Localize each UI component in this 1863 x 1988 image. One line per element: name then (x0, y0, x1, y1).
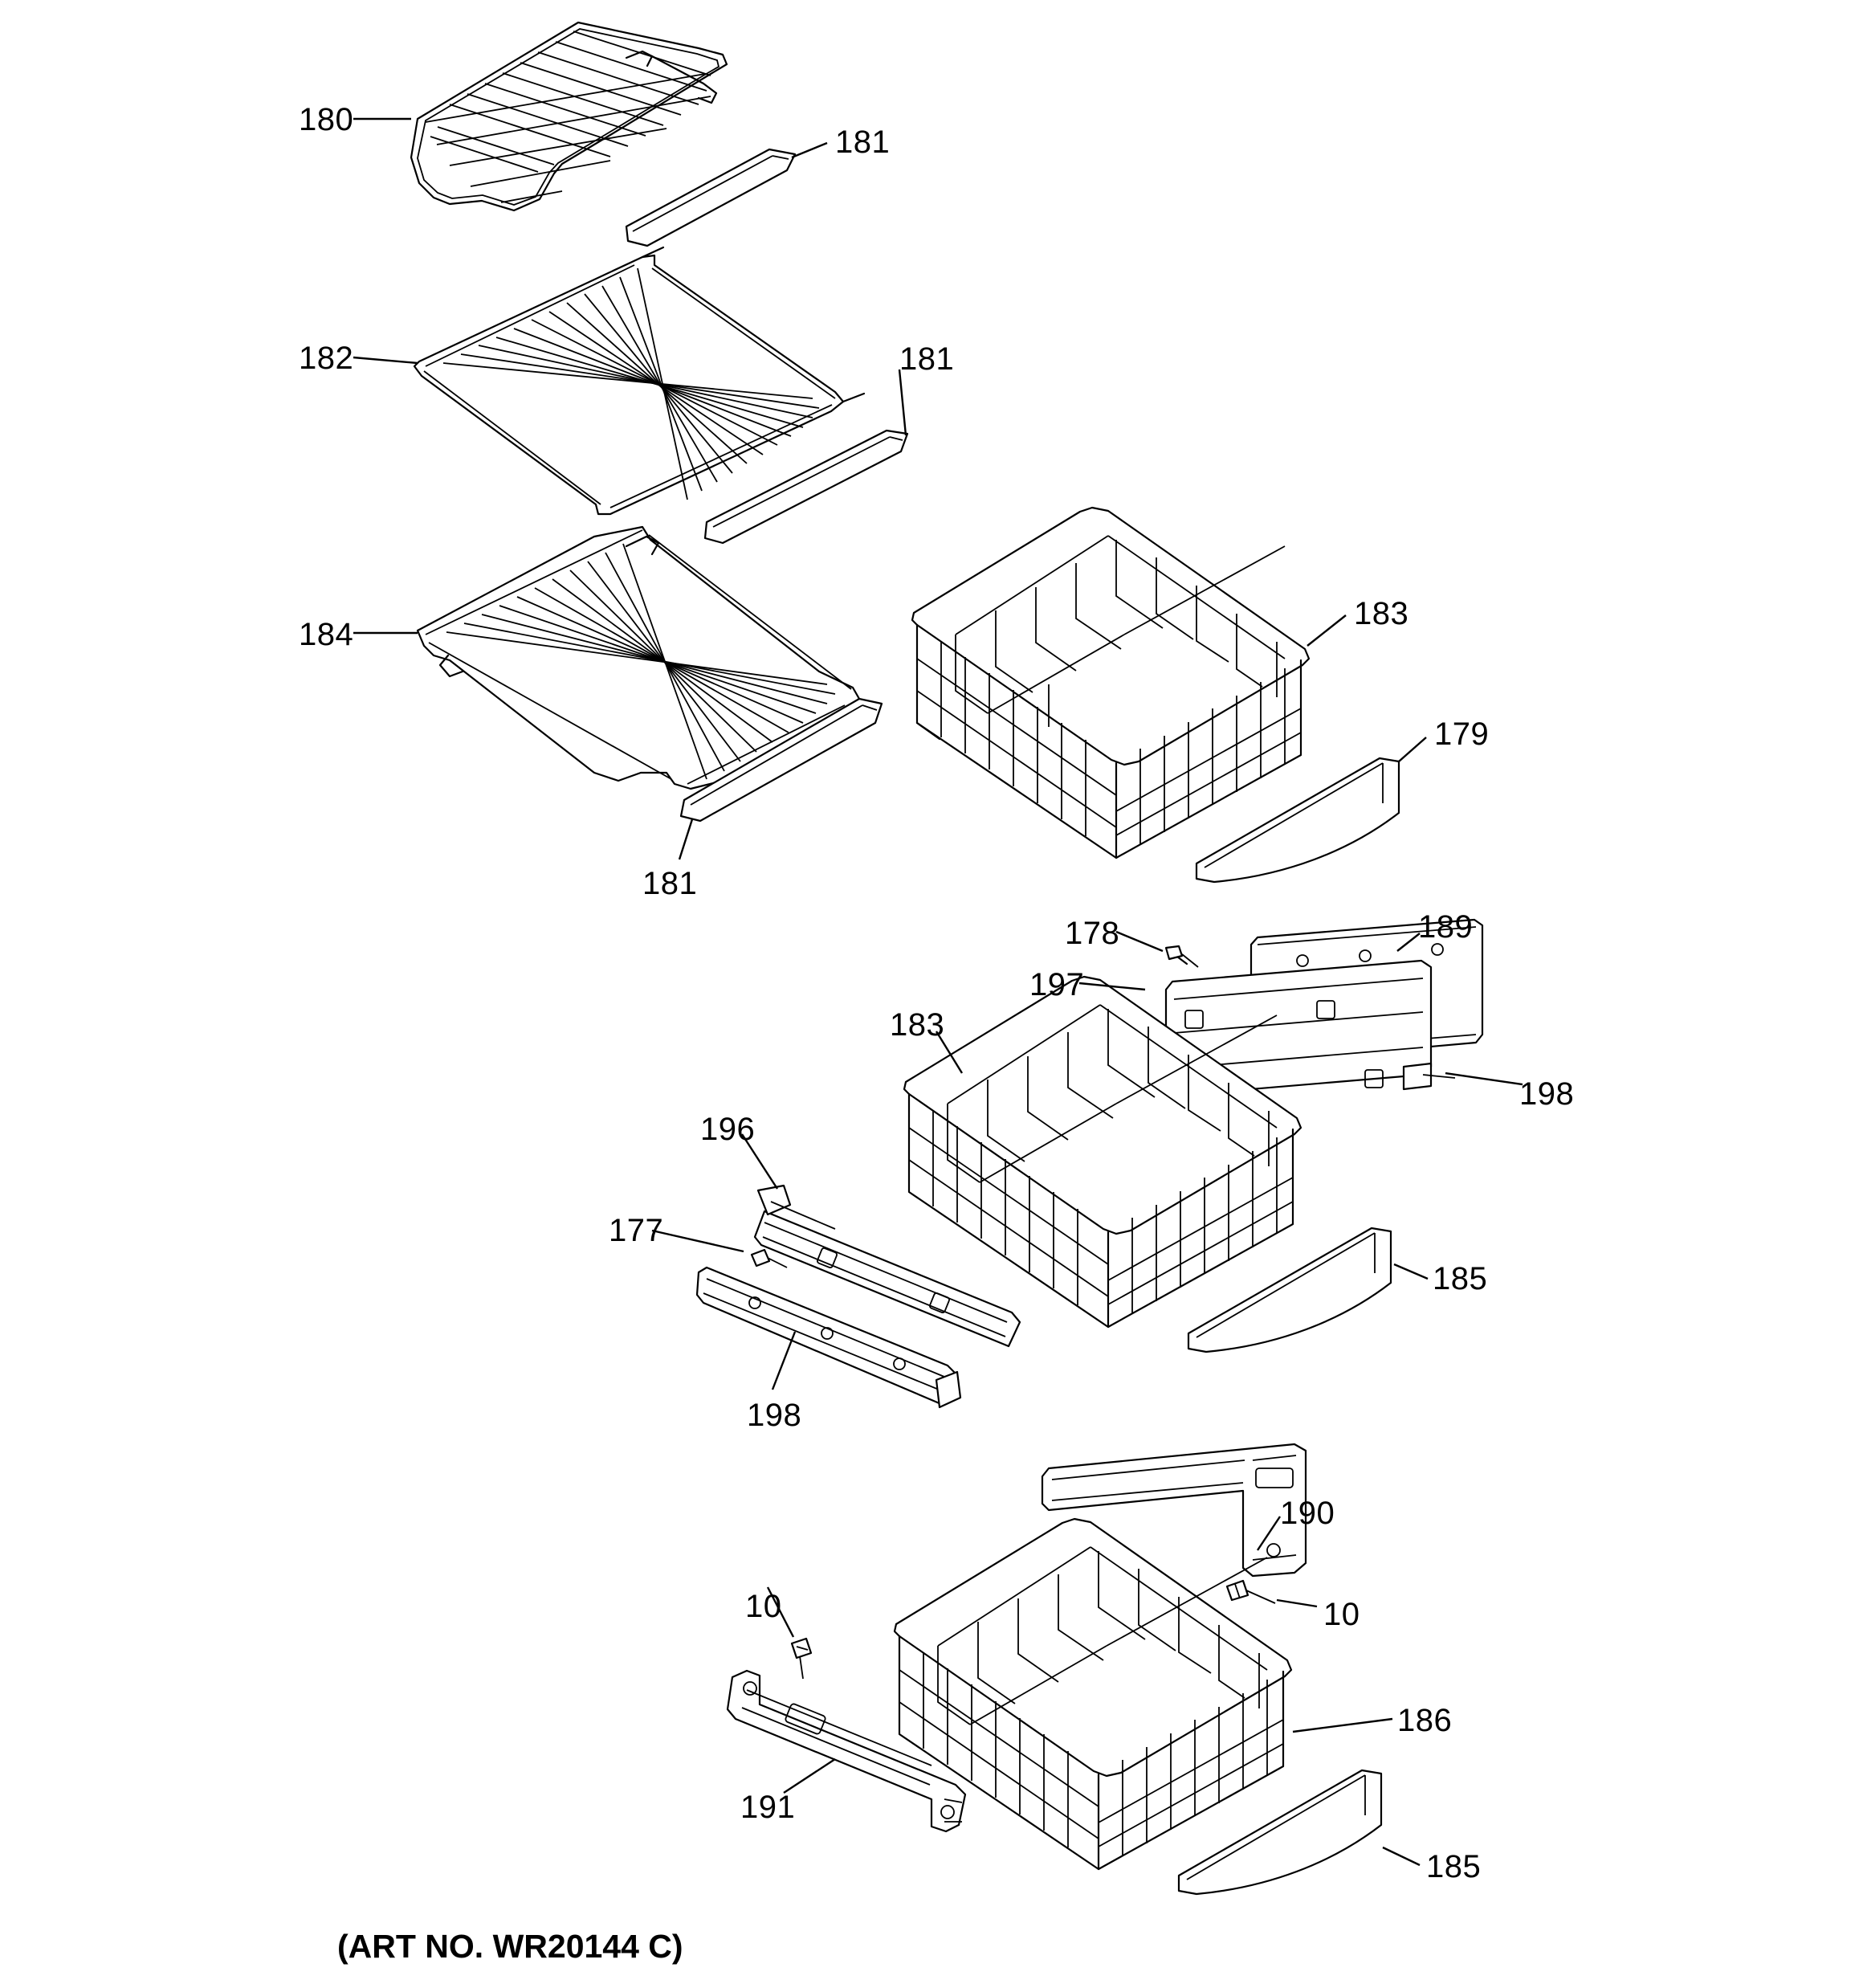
callout-180: 180 (299, 102, 354, 137)
callout-10-right: 10 (1323, 1597, 1360, 1632)
callout-10-left: 10 (745, 1589, 782, 1624)
callout-186: 186 (1397, 1703, 1453, 1738)
callout-181-second: 181 (899, 341, 955, 377)
slide-assembly-left (697, 1186, 1020, 1407)
callout-184: 184 (299, 617, 354, 652)
art-number-note: (ART NO. WR20144 C) (337, 1928, 683, 1965)
callout-177: 177 (609, 1213, 664, 1248)
freezer-basket-upper (912, 508, 1309, 858)
shelf-trim-front-a (626, 149, 795, 246)
screw-178 (1166, 946, 1198, 967)
callout-181-top: 181 (835, 125, 891, 160)
wire-shelf-second (414, 247, 864, 514)
basket-front-panel-185b (1179, 1770, 1381, 1894)
callout-183-upper: 183 (1354, 596, 1409, 631)
callout-182: 182 (299, 341, 354, 376)
callout-183-middle: 183 (890, 1007, 945, 1043)
callout-197: 197 (1029, 967, 1085, 1002)
callout-198-left: 198 (747, 1398, 802, 1433)
basket-front-panel-185a (1188, 1228, 1391, 1352)
callout-179: 179 (1434, 716, 1490, 752)
callout-185-middle: 185 (1433, 1261, 1488, 1296)
callout-191: 191 (740, 1790, 796, 1825)
screw-10-left (792, 1639, 811, 1679)
callout-198-right: 198 (1519, 1076, 1575, 1112)
basket-front-panel-179 (1196, 758, 1399, 882)
callout-185-lower: 185 (1426, 1849, 1482, 1884)
wire-shelf-top (411, 22, 727, 210)
screw-10-right (1227, 1581, 1275, 1603)
callout-181-third: 181 (642, 866, 698, 901)
callout-189: 189 (1418, 909, 1474, 945)
callout-178: 178 (1065, 916, 1120, 951)
callout-196: 196 (700, 1112, 756, 1147)
callout-190: 190 (1280, 1496, 1335, 1531)
